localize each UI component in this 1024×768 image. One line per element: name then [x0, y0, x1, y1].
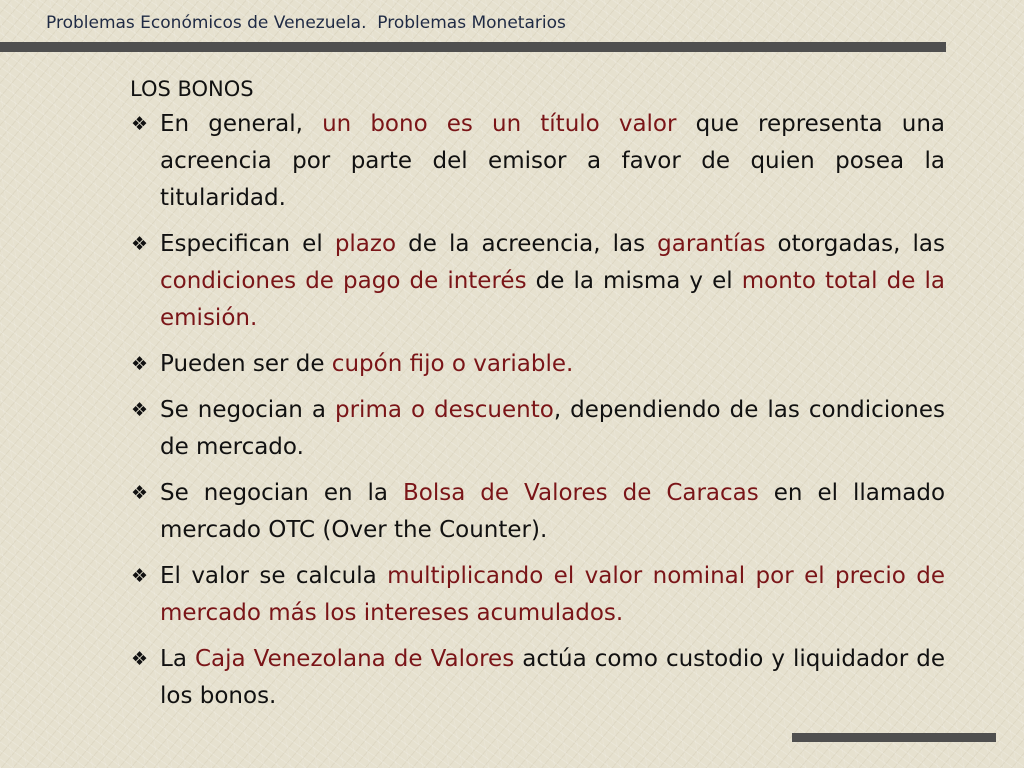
top-divider: [0, 42, 946, 52]
highlighted-text: multiplicando el valor nominal por el precio de mercado más los intereses acumulados.: [160, 563, 945, 626]
four-diamond-icon: ❖: [131, 482, 149, 504]
section-title: LOS BONOS: [130, 77, 254, 101]
body-text: , dependiendo de las condiciones de mercado.: [160, 397, 945, 460]
highlighted-text: un bono es un título valor: [322, 111, 677, 137]
body-text: Se negocian a: [160, 397, 335, 423]
highlighted-text: garantías: [657, 231, 766, 257]
bottom-divider: [792, 733, 996, 742]
four-diamond-icon: ❖: [131, 113, 149, 135]
bullet-item: [128, 226, 945, 337]
highlighted-text: monto total de la emisión.: [160, 268, 945, 331]
four-diamond-icon: ❖: [131, 233, 149, 255]
body-text: de la misma y el: [526, 268, 742, 294]
body-text: La: [160, 646, 195, 672]
body-text: otorgadas, las: [765, 231, 945, 257]
four-diamond-icon: ❖: [131, 399, 149, 421]
slide-header-title: Problemas Económicos de Venezuela. Problemas Monetarios: [46, 13, 566, 33]
body-text: Pueden ser de: [160, 351, 332, 377]
body-text: Se negocian en la: [160, 480, 403, 506]
highlighted-text: Caja Venezolana de Valores: [194, 646, 515, 672]
body-text: Especifican el: [160, 231, 335, 257]
highlighted-text: plazo: [334, 231, 397, 257]
four-diamond-icon: ❖: [131, 353, 149, 375]
bullet-item: [128, 346, 945, 383]
body-text: de la acreencia, las: [396, 231, 658, 257]
body-text: En general,: [160, 111, 323, 137]
body-text: El valor se calcula: [160, 563, 388, 589]
bullet-item: [128, 475, 945, 549]
highlighted-text: prima o descuento: [335, 397, 554, 423]
bullet-item: [128, 641, 945, 715]
highlighted-text: condiciones de pago de interés: [160, 268, 527, 294]
bullet-item: [128, 106, 945, 217]
bullet-list: [128, 106, 945, 715]
highlighted-text: cupón fijo o variable.: [331, 351, 574, 377]
four-diamond-icon: ❖: [131, 648, 149, 670]
bullet-item: [128, 392, 945, 466]
body-text: actúa como custodio y liquidador de los bonos.: [160, 646, 945, 709]
body-text: en el llamado mercado OTC (Over the Counter).: [160, 480, 946, 543]
highlighted-text: Bolsa de Valores de Caracas: [403, 480, 759, 506]
body-text: que representa una acreencia por parte del emisor a favor de quien posea la titularidad.: [160, 111, 945, 211]
slide-body: [128, 74, 945, 724]
four-diamond-icon: ❖: [131, 565, 149, 587]
bullet-item: [128, 558, 945, 632]
